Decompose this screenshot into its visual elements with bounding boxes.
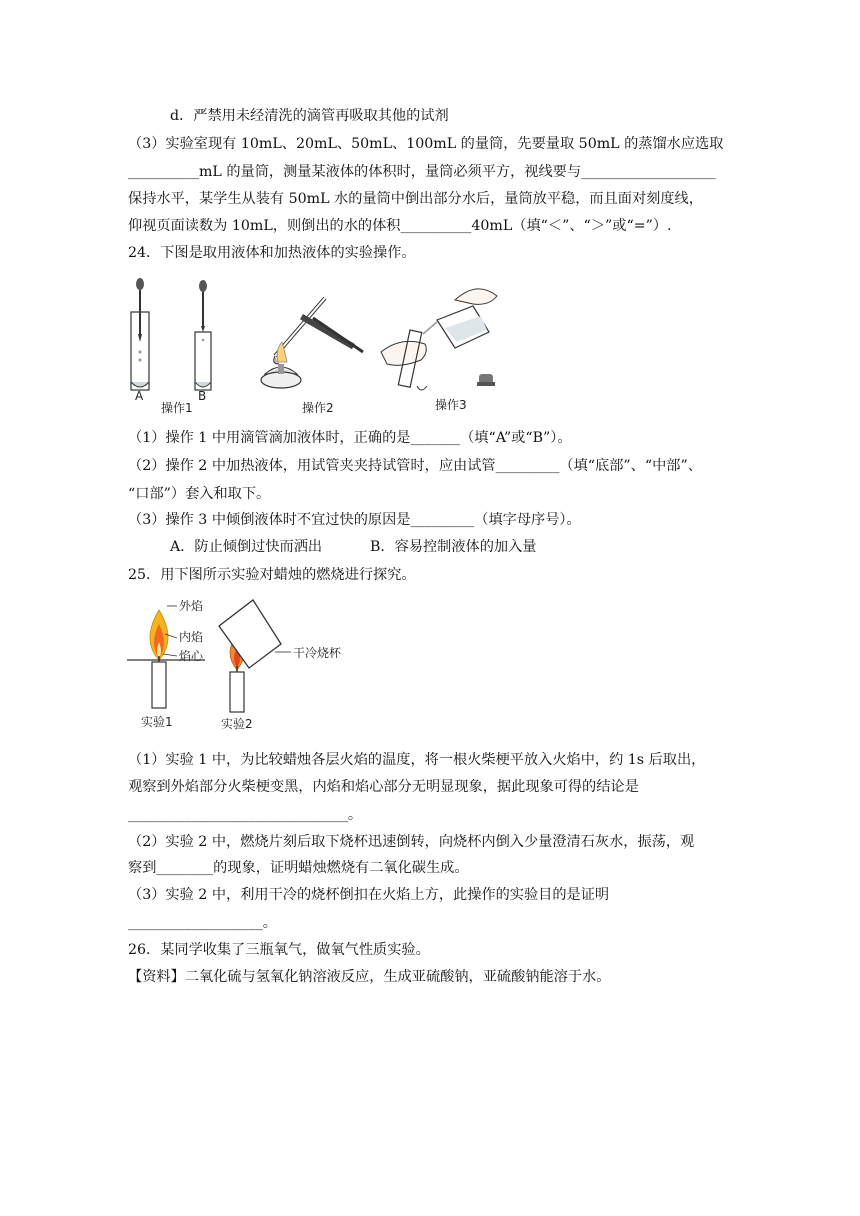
- label-b: B: [198, 389, 207, 403]
- q26-stem: 26．某同学收集了三瓶氧气，做氧气性质实验。: [128, 942, 430, 958]
- q25-sub3-line2: ___________________。: [128, 915, 277, 931]
- q25-sub2-line1: （2）实验 2 中，燃烧片刻后取下烧杯迅速倒转，向烧杯内倒入少量澄清石灰水，振荡，观: [128, 834, 695, 850]
- q24-sub3: （3）操作 3 中倾倒液体时不宜过快的原因是_________（填字母序号）。: [128, 512, 581, 528]
- q25-sub1-line3: _______________________________。: [128, 807, 363, 823]
- label-dry-cold-beaker: 干冷烧杯: [293, 646, 342, 660]
- label-outer-flame: 外焰: [179, 599, 204, 613]
- operation-1-caption: 操作1: [161, 401, 193, 415]
- q23-part3-line2: __________mL 的量筒，测量某液体的体积时，量筒必须平方，视线要与___________________: [128, 164, 716, 180]
- pouring-illustration: [381, 289, 497, 390]
- q25-figure: [125, 596, 365, 734]
- q25-sub3-line1: （3）实验 2 中，利用干冷的烧杯倒扣在火焰上方，此操作的实验目的是证明: [128, 887, 610, 903]
- label-a: A: [135, 389, 144, 403]
- q23-part3-line3: 保持水平，某学生从装有 50mL 水的量筒中倒出部分水后，量筒放平稳，而且面对刻度线，: [128, 191, 703, 207]
- q24-sub2-line1: （2）操作 2 中加热液体，用试管夹夹持试管时，应由试管_________（填“底部”、“中部”、: [128, 458, 702, 474]
- operation-2-caption: 操作2: [302, 401, 334, 415]
- q24-option-b: B．容易控制液体的加入量: [370, 539, 537, 555]
- label-inner-flame: 内焰: [179, 630, 204, 644]
- q24-option-a: A．防止倾倒过快而洒出: [170, 539, 323, 555]
- q24-sub1: （1）操作 1 中用滴管滴加液体时，正确的是_______（填“A”或“B”）。: [128, 430, 572, 446]
- q25-sub2-line2: 察到________的现象，证明蜡烛燃烧有二氧化碳生成。: [128, 860, 469, 876]
- label-flame-core: 焰心: [179, 649, 204, 663]
- q26-info: 【资料】二氧化硫与氢氧化钠溶液反应，生成亚硫酸钠，亚硫酸钠能溶于水。: [128, 969, 611, 985]
- experiment-2-caption: 实验2: [221, 717, 253, 731]
- q24-figure: [125, 276, 505, 418]
- q24-sub2-line2: “口部”）套入和取下。: [128, 486, 271, 502]
- q25-sub1-line1: （1）实验 1 中，为比较蜡烛各层火焰的温度，将一根火柴梗平放入火焰中，约 1s 后取出，: [128, 752, 706, 768]
- q23-part3-line1: （3）实验室现有 10mL、20mL、50mL、100mL 的量筒，先要量取 50mL 的蒸馏水应选取: [128, 136, 724, 152]
- q25-stem: 25．用下图所示实验对蜡烛的燃烧进行探究。: [128, 567, 416, 583]
- q23-part3-line4: 仰视页面读数为 10mL，则倒出的水的体积__________40mL（填“＜”、“＞”或“=”）.: [128, 218, 672, 234]
- dropper-b-illustration: [195, 280, 211, 390]
- q25-sub1-line2: 观察到外焰部分火柴梗变黑，内焰和焰心部分无明显现象，据此现象可得的结论是: [128, 779, 639, 795]
- q24-stem: 24．下图是取用液体和加热液体的实验操作。: [128, 245, 416, 261]
- dropper-a-illustration: [131, 278, 149, 390]
- candle-2-illustration: [219, 600, 291, 712]
- experiment-1-caption: 实验1: [141, 715, 173, 729]
- heating-illustration: [261, 298, 363, 388]
- operation-3-caption: 操作3: [435, 398, 467, 412]
- q23-option-d: d．严禁用未经清洗的滴管再吸取其他的试剂: [170, 108, 449, 124]
